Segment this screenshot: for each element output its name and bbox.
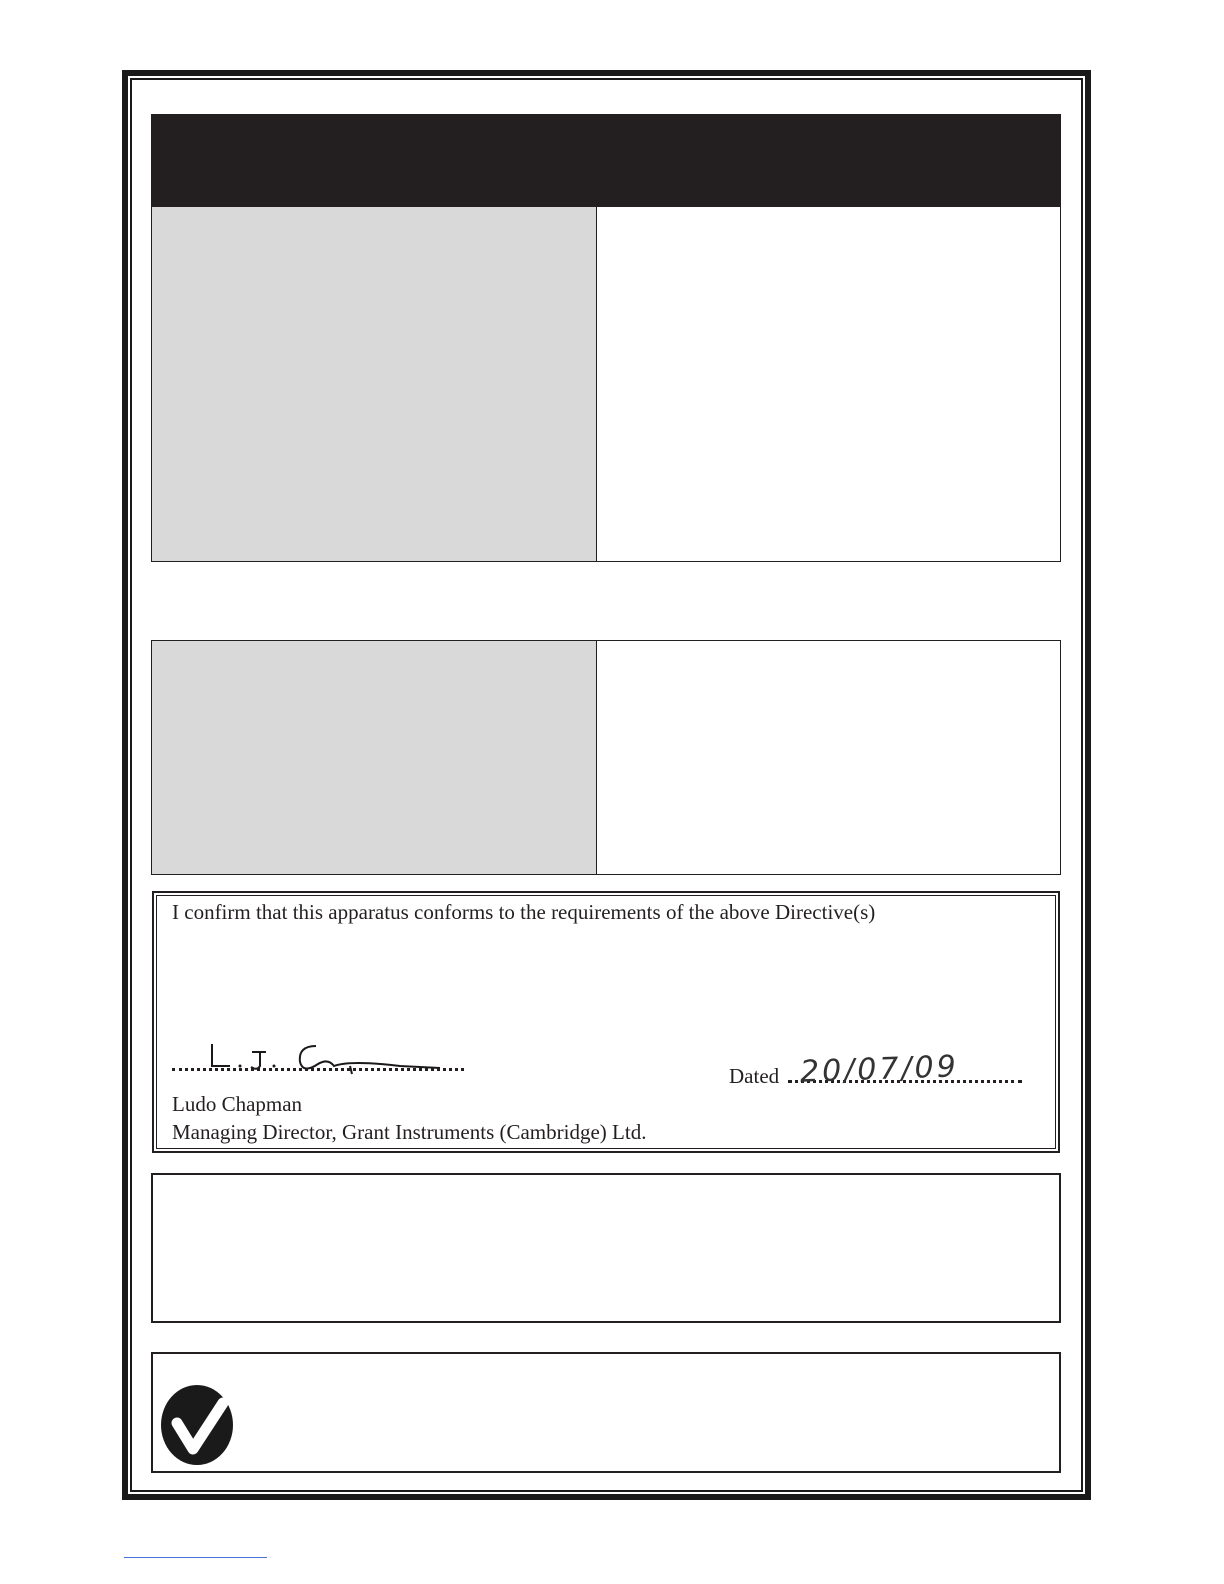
signature-icon [200,1040,450,1080]
signature-line [172,1068,464,1071]
c-tick-icon [159,1383,237,1467]
confirmation-text: I confirm that this apparatus conforms to the requirements of the above Directive(s) [172,900,876,924]
directive-table-middle-label-cell [152,641,597,874]
header-bar [151,114,1061,208]
directive-table-top-value-cell [597,207,1060,561]
signer-name: Ludo Chapman [172,1092,303,1116]
directive-table-top [151,207,1061,562]
notes-box [151,1173,1061,1323]
directive-table-middle-value-cell [597,641,1060,874]
signer-title: Managing Director, Grant Instruments (Cambridge) Ltd. [172,1120,647,1144]
directive-table-top-label-cell [152,207,597,561]
directive-table-middle [151,640,1061,875]
dated-value: 20/07/09 [799,1049,960,1090]
compliance-mark-box [151,1352,1061,1473]
dated-label: Dated [729,1064,780,1088]
footer-rule [124,1557,267,1558]
